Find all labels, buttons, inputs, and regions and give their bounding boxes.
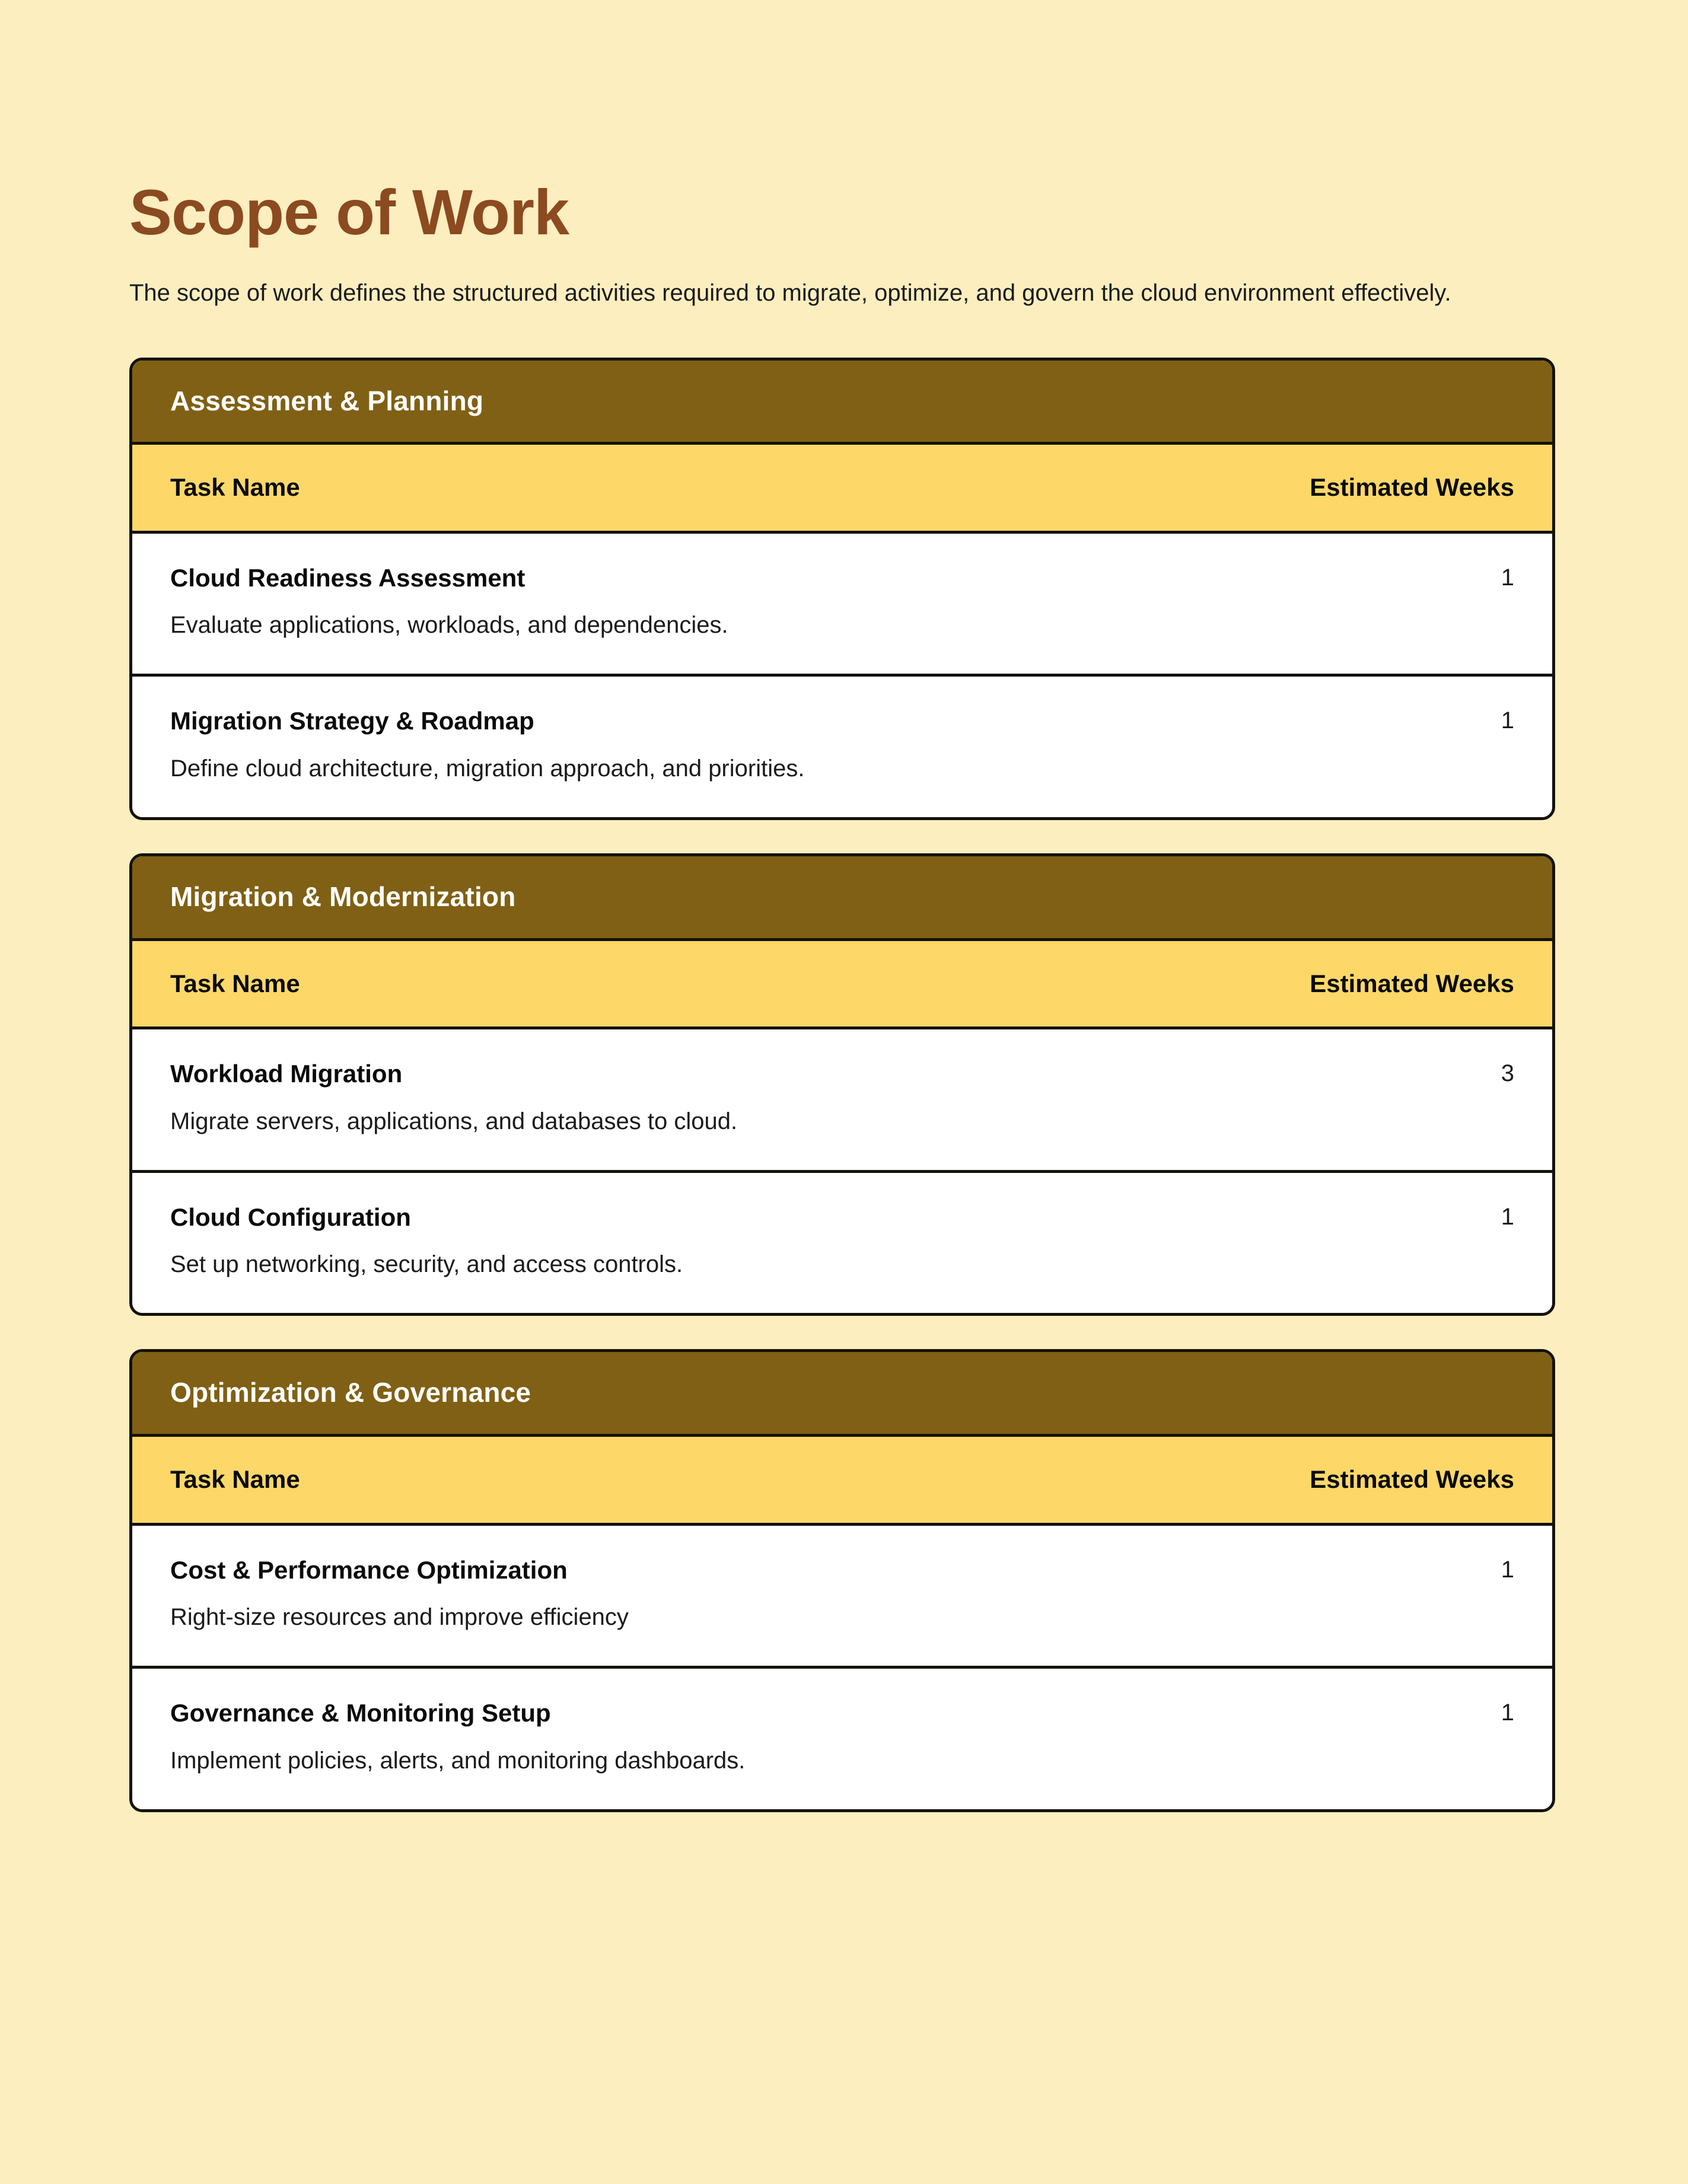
estimated-weeks-value: 1 (1501, 564, 1514, 591)
task-description: Evaluate applications, workloads, and dependencies. (170, 612, 728, 639)
table-header-row (132, 1437, 1552, 1524)
table-row (132, 1668, 1552, 1809)
column-header-estimated-weeks: Estimated Weeks (1211, 445, 1552, 532)
estimated-weeks-value: 1 (1501, 707, 1514, 734)
task-description: Define cloud architecture, migration approach, and priorities. (170, 755, 805, 782)
table-row (132, 1524, 1552, 1668)
task-cell (132, 532, 1211, 675)
page-title: Scope of Work (129, 176, 569, 248)
table-header-row (132, 941, 1552, 1028)
task-table (132, 1437, 1552, 1809)
table-header-row (132, 445, 1552, 532)
task-name: Cost & Performance Optimization (170, 1555, 568, 1584)
estimated-weeks-value: 1 (1501, 1700, 1514, 1726)
task-table (132, 445, 1552, 817)
task-description: Right-size resources and improve efficiency (170, 1604, 629, 1631)
weeks-cell (1211, 1524, 1552, 1668)
weeks-cell (1211, 1028, 1552, 1172)
task-cell (132, 1668, 1211, 1809)
task-cell (132, 1028, 1211, 1172)
section-card-migration-modernization (129, 853, 1555, 1316)
table-row (132, 675, 1552, 817)
weeks-cell (1211, 675, 1552, 817)
task-description: Set up networking, security, and access controls. (170, 1251, 683, 1278)
task-cell (132, 675, 1211, 817)
column-header-estimated-weeks: Estimated Weeks (1211, 1437, 1552, 1524)
task-cell (132, 1171, 1211, 1313)
task-name: Governance & Monitoring Setup (170, 1699, 551, 1727)
estimated-weeks-value: 3 (1501, 1060, 1514, 1087)
scope-sections-list (129, 358, 1556, 1812)
column-header-task-name: Task Name (132, 1437, 1211, 1524)
task-name: Workload Migration (170, 1060, 403, 1088)
estimated-weeks-value: 1 (1501, 1556, 1514, 1583)
task-name: Cloud Readiness Assessment (170, 563, 525, 592)
table-row (132, 1028, 1552, 1172)
column-header-task-name: Task Name (132, 941, 1211, 1028)
section-header-title: Optimization & Governance (132, 1352, 1552, 1437)
task-description: Migrate servers, applications, and databases to cloud. (170, 1108, 738, 1134)
section-card-assessment-planning (129, 358, 1555, 820)
estimated-weeks-value: 1 (1501, 1203, 1514, 1230)
table-row (132, 532, 1552, 675)
weeks-cell (1211, 532, 1552, 675)
column-header-estimated-weeks: Estimated Weeks (1211, 941, 1552, 1028)
task-name: Cloud Configuration (170, 1203, 411, 1231)
task-description: Implement policies, alerts, and monitoring dashboards. (170, 1747, 746, 1774)
section-header-title: Migration & Modernization (132, 856, 1552, 941)
table-row (132, 1171, 1552, 1313)
task-name: Migration Strategy & Roadmap (170, 707, 534, 735)
column-header-task-name: Task Name (132, 445, 1211, 532)
page-subtitle: The scope of work defines the structured activities required to migrate, optimize, and govern the cloud environment effectively. (129, 279, 1451, 306)
weeks-cell (1211, 1171, 1552, 1313)
task-table (132, 941, 1552, 1313)
section-card-optimization-governance (129, 1349, 1555, 1812)
weeks-cell (1211, 1668, 1552, 1809)
task-cell (132, 1524, 1211, 1668)
section-header-title: Assessment & Planning (132, 361, 1552, 445)
